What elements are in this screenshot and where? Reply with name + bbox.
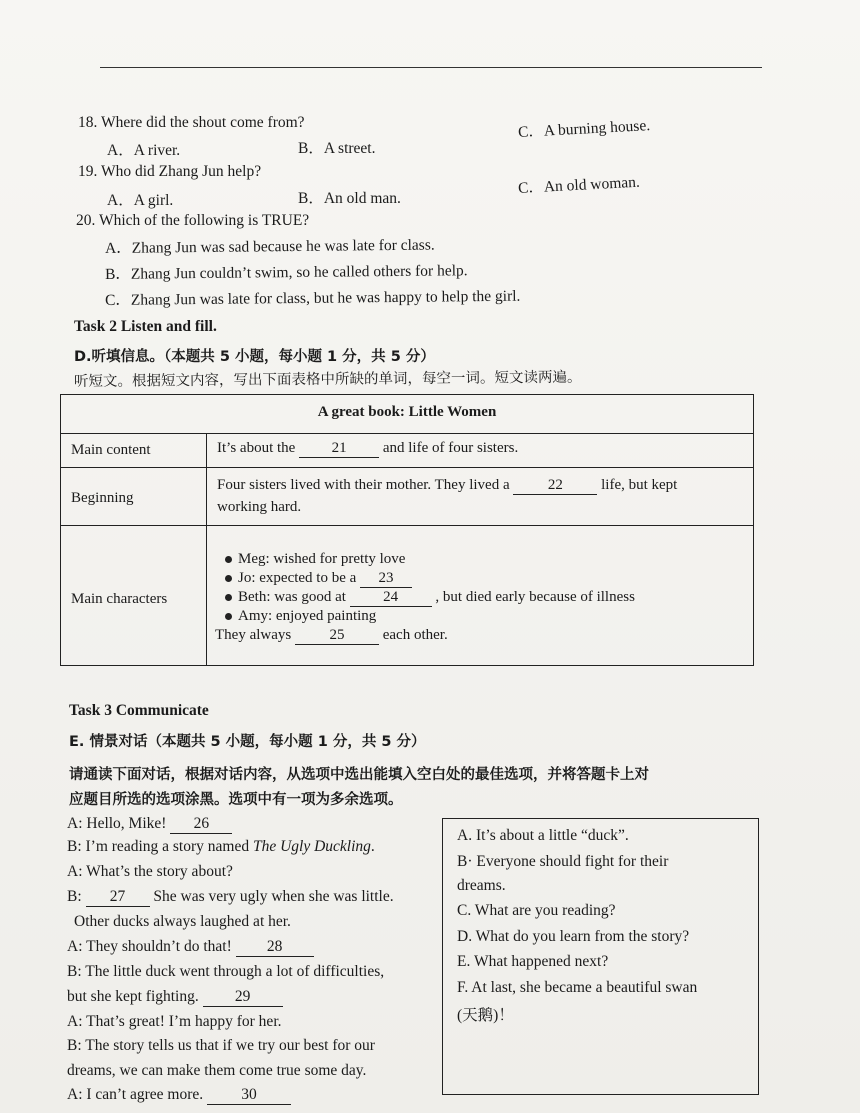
- dialogue-line: [67, 988, 283, 1007]
- dialogue-text: A: Hello, Mike!: [67, 815, 167, 832]
- blank-25[interactable]: 25: [295, 627, 379, 645]
- table-row-divider: [61, 433, 753, 434]
- dialogue-line: Other ducks always laughed at her.: [74, 913, 291, 930]
- always-line: [215, 627, 448, 645]
- bullet-icon: [225, 556, 232, 563]
- dialogue-text: She was very ugly when she was little.: [153, 888, 394, 905]
- char-beth: [225, 589, 635, 607]
- dialogue-line: B: The little duck went through a lot of difficulties,: [67, 963, 385, 980]
- main-content-post: and life of four sisters.: [382, 440, 519, 456]
- blank-28[interactable]: 28: [236, 938, 314, 957]
- main-content-label: Main content: [71, 442, 151, 458]
- beginning-text: [217, 477, 677, 495]
- q19-option-c: C．An old woman.: [517, 173, 641, 197]
- dialogue-line: B: The story tells us that if we try our best for our: [67, 1037, 375, 1054]
- main-content-text: [217, 440, 518, 458]
- dialogue-text: A: I can’t agree more.: [67, 1086, 204, 1103]
- meg-text: Meg: wished for pretty love: [238, 551, 406, 567]
- task2-instruction: 听短文。根据短文内容，写出下面表格中所缺的单词，每空一词。短文读两遍。: [73, 369, 582, 390]
- info-table: [60, 394, 754, 666]
- q18-option-a: A．A river.: [107, 142, 181, 159]
- blank-30[interactable]: 30: [207, 1086, 291, 1105]
- beginning-label: Beginning: [71, 490, 134, 506]
- question-18: 18. Where did the shout come from?: [78, 114, 305, 131]
- option-f-cont: (天鹅)！: [457, 1007, 514, 1024]
- table-row-divider: [61, 525, 753, 526]
- amy-text: Amy: enjoyed painting: [238, 608, 377, 624]
- task3-instruction-1: 请通读下面对话，根据对话内容，从选项中选出能填入空白处的最佳选项，并将答题卡上对: [69, 767, 649, 783]
- task2-heading: D.听填信息。（本题共 5 小题，每小题 1 分，共 5 分）: [74, 349, 435, 365]
- q18-option-c: C．A burning house.: [517, 117, 651, 141]
- q19-option-b: B．An old man.: [298, 190, 401, 207]
- blank-29[interactable]: 29: [203, 988, 283, 1007]
- bullet-icon: [225, 613, 232, 620]
- beginning-post: life, but kept: [601, 477, 678, 493]
- dialogue-line: A: What’s the story about?: [67, 863, 233, 880]
- question-19: 19. Who did Zhang Jun help?: [78, 163, 262, 180]
- question-20: 20. Which of the following is TRUE?: [76, 212, 310, 229]
- option-f[interactable]: F. At last, she became a beautiful swan: [457, 979, 698, 996]
- jo-text: Jo: expected to be a: [238, 570, 357, 586]
- dialogue-line: [67, 888, 394, 907]
- blank-22[interactable]: 22: [513, 477, 597, 495]
- q20-option-c: C．Zhang Jun was late for class, but he was happy to help the girl.: [104, 287, 521, 309]
- option-c[interactable]: C. What are you reading?: [457, 902, 616, 919]
- option-d[interactable]: D. What do you learn from the story?: [457, 928, 690, 945]
- dialogue-text: B:: [67, 888, 82, 905]
- dialogue-text: B: I’m reading a story named: [67, 838, 250, 855]
- characters-label: Main characters: [71, 591, 168, 607]
- task3-instruction-2: 应题目所选的选项涂黑。选项中有一项为多余选项。: [69, 792, 403, 808]
- beginning-pre: Four sisters lived with their mother. They lived a: [217, 477, 510, 493]
- q19-option-a: A．A girl.: [107, 192, 174, 209]
- option-e[interactable]: E. What happened next?: [457, 953, 609, 970]
- dialogue-text: .: [370, 838, 375, 855]
- main-content-pre: It’s about the: [217, 440, 296, 456]
- table-column-divider: [206, 433, 207, 665]
- q20-option-a: A．Zhang Jun was sad because he was late for class.: [104, 236, 435, 257]
- task3-heading: E. 情景对话（本题共 5 小题，每小题 1 分，共 5 分）: [69, 734, 426, 750]
- option-a[interactable]: A. It’s about a little “duck”.: [457, 827, 629, 844]
- task2-title: Task 2 Listen and fill.: [74, 318, 217, 335]
- dialogue-line: [67, 938, 314, 957]
- beth-post: , but died early because of illness: [435, 589, 635, 605]
- option-b[interactable]: B· Everyone should fight for their: [457, 853, 669, 870]
- story-title: The Ugly Duckling: [252, 838, 371, 855]
- option-b-cont: dreams.: [457, 877, 506, 894]
- options-box: [442, 818, 759, 1095]
- blank-24[interactable]: 24: [350, 589, 432, 607]
- blank-21[interactable]: 21: [299, 440, 379, 458]
- always-pre: They always: [215, 627, 292, 643]
- dialogue-line: [67, 1086, 291, 1105]
- table-title: A great book: Little Women: [317, 404, 497, 420]
- bullet-icon: [225, 575, 232, 582]
- task3-title: Task 3 Communicate: [69, 702, 209, 719]
- bullet-icon: [225, 594, 232, 601]
- dialogue-line: [67, 815, 232, 834]
- dialogue-line: dreams, we can make them come true some day.: [67, 1062, 367, 1079]
- dialogue-line: A: That’s great! I’m happy for her.: [67, 1013, 282, 1030]
- table-row-divider: [61, 467, 753, 468]
- char-jo: [225, 570, 412, 588]
- char-amy: [225, 608, 376, 625]
- dialogue-text: but she kept fighting.: [67, 988, 199, 1005]
- dialogue-text: A: They shouldn’t do that!: [67, 938, 232, 955]
- beth-text: Beth: was good at: [238, 589, 346, 605]
- header-rule: [100, 67, 762, 68]
- beginning-line2: working hard.: [217, 499, 302, 515]
- always-post: each other.: [382, 627, 448, 643]
- blank-26[interactable]: 26: [170, 815, 232, 834]
- dialogue-line: [67, 838, 375, 856]
- char-meg: [225, 551, 405, 568]
- q18-option-b: B．A street.: [298, 140, 376, 157]
- q20-option-b: B．Zhang Jun couldn’t swim, so he called others for help.: [104, 262, 468, 283]
- blank-23[interactable]: 23: [360, 570, 412, 588]
- blank-27[interactable]: 27: [86, 888, 150, 907]
